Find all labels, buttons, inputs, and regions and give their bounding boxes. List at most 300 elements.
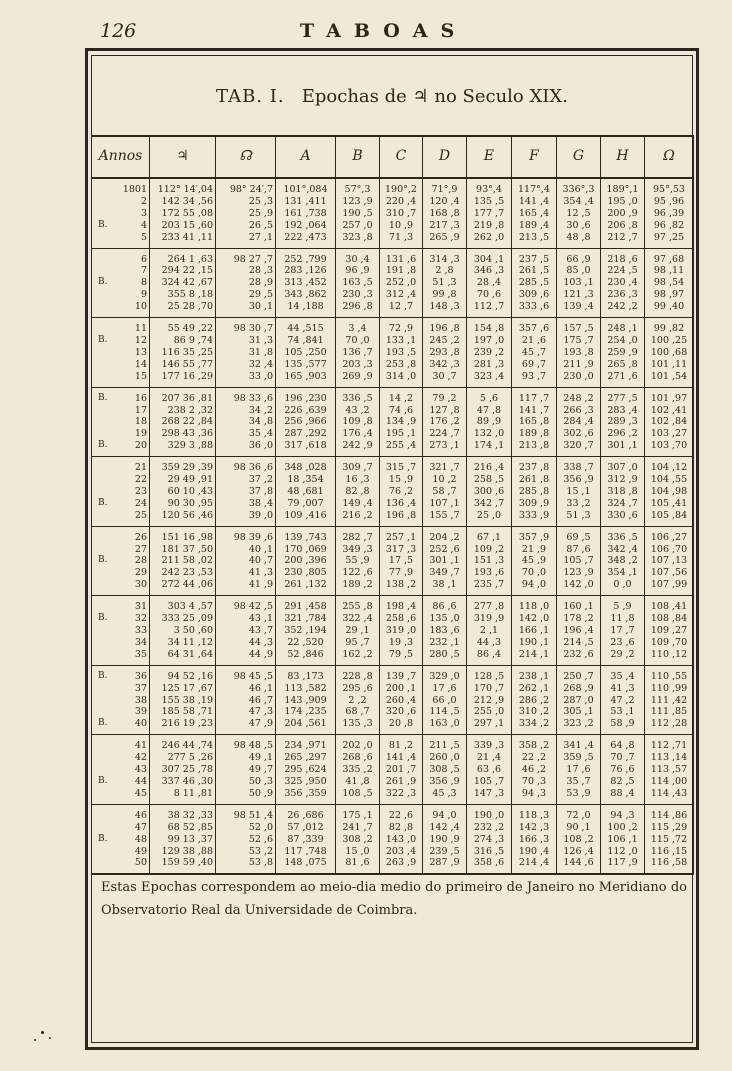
table-entry: 41 [134, 740, 147, 752]
table-entry: 195 ,0 [607, 195, 638, 207]
value-cell [557, 178, 601, 248]
table-entry: 31 ,8 [248, 346, 273, 358]
table-entry: 2 ,2 [348, 694, 367, 706]
table-entry: 307 25 ,78 [161, 764, 213, 776]
bissextile-mark: B. [98, 718, 108, 729]
table-entry: 297 ,1 [473, 718, 505, 730]
table-entry: 118 ,3 [518, 809, 550, 821]
table-entry: 257 ,0 [342, 219, 373, 231]
value-cell [467, 178, 512, 248]
table-entry: 41 ,3 [610, 682, 635, 694]
value-cell [380, 665, 423, 735]
table-entry: 96 ,82 [653, 219, 685, 231]
value-cell [645, 457, 694, 527]
table-entry: 220 ,4 [385, 195, 417, 207]
value-cell [150, 596, 216, 666]
table-entry: 323 ,2 [563, 718, 594, 730]
value-cell [423, 248, 467, 318]
table-entry: 325 ,950 [284, 775, 327, 787]
table-entry: 198 ,4 [385, 601, 417, 613]
table-entry: 45 [134, 787, 147, 799]
table-entry: 312 ,4 [385, 289, 417, 301]
table-entry: 25 [134, 509, 147, 521]
table-entry: 358 ,2 [518, 740, 550, 752]
table-entry: 162 ,2 [342, 648, 373, 660]
value-cell [423, 457, 467, 527]
table-entry: 216 ,4 [473, 462, 505, 474]
table-entry: 86 ,6 [432, 601, 457, 613]
table-entry: 310 ,7 [385, 207, 417, 219]
table-entry: 343 ,862 [284, 289, 327, 301]
value-cell [512, 178, 557, 248]
table-entry: 110 ,99 [650, 682, 688, 694]
table-entry: 5 ,9 [613, 601, 632, 613]
table-entry: 116 ,15 [650, 845, 688, 857]
table-entry: 43 [134, 764, 147, 776]
table-entry: 30 ,4 [345, 253, 370, 265]
table-entry: 44 ,9 [248, 648, 273, 660]
table-entry: 111 ,42 [650, 694, 688, 706]
table-entry: 112 ,7 [473, 301, 505, 313]
value-cell [336, 387, 380, 457]
value-cell [512, 665, 557, 735]
table-entry: 309 ,6 [518, 289, 550, 301]
table-entry: 295 ,624 [284, 764, 327, 776]
table-entry: 129 38 ,88 [161, 845, 213, 857]
table-entry: 43 ,7 [248, 625, 273, 636]
table-entry: 70 ,3 [521, 775, 547, 787]
table-entry: 52 ,0 [248, 821, 273, 833]
table-entry: 197 ,0 [473, 334, 505, 346]
table-entry: 122 ,6 [342, 567, 373, 579]
table-entry: 258 ,6 [385, 613, 417, 625]
table-entry: 17 ,6 [566, 764, 591, 776]
table-entry: 263 ,9 [385, 857, 417, 869]
table-entry: 323 ,4 [473, 370, 505, 382]
table-entry: 170 ,069 [284, 543, 327, 555]
table-entry: 170 ,7 [473, 682, 505, 694]
table-entry: 90 30 ,95 [167, 497, 213, 509]
value-cell [467, 248, 512, 318]
table-entry: 22 ,520 [287, 636, 324, 648]
table-entry: 98 30 ,7 [233, 323, 273, 335]
table-entry: 47 ,9 [248, 718, 273, 730]
value-cell [467, 457, 512, 527]
year-cell [92, 457, 150, 527]
table-entry: 155 ,7 [429, 509, 460, 521]
table-entry: 133 ,1 [385, 334, 417, 346]
table-entry: 57 ,012 [287, 821, 324, 833]
table-entry: 2 ,1 [479, 625, 499, 636]
table-entry: 233 41 ,11 [161, 231, 213, 243]
table-entry: 36 ,0 [248, 440, 273, 452]
column-header: H [601, 136, 645, 178]
value-cell [216, 248, 276, 318]
table-entry: 83 ,173 [287, 670, 324, 682]
table-entry: 112 ,28 [650, 718, 688, 730]
table-entry: 230 ,4 [607, 277, 638, 289]
table-entry: 301 ,1 [429, 555, 460, 567]
table-entry: 8 [140, 277, 147, 289]
table-entry: 283 ,4 [607, 404, 638, 416]
table-entry: 17 ,6 [432, 682, 457, 694]
table-entry: 10 ,9 [388, 219, 414, 231]
table-entry: 334 ,2 [518, 718, 550, 730]
table-entry: 228 ,8 [342, 670, 373, 682]
table-entry: 141 ,4 [518, 195, 550, 207]
table-entry: 165 ,8 [518, 416, 550, 428]
table-entry: 98 ,54 [653, 277, 685, 289]
table-entry: 21 ,9 [521, 543, 547, 555]
value-cell [601, 735, 645, 805]
table-header-row [92, 136, 694, 178]
table-row [92, 735, 694, 805]
value-cell [601, 178, 645, 248]
table-entry: 148 ,075 [284, 857, 327, 869]
table-entry: 17 ,7 [610, 625, 635, 636]
table-entry: 261 ,5 [518, 265, 550, 277]
bissextile-mark: B. [98, 613, 108, 624]
table-entry: 97 ,25 [653, 231, 685, 243]
table-entry: 191 ,8 [385, 265, 417, 277]
table-entry: 34 ,8 [248, 416, 273, 428]
table-entry: 97 ,68 [653, 253, 685, 265]
table-entry: 230 ,3 [342, 289, 373, 301]
table-entry: 218 ,6 [607, 253, 638, 265]
table-entry: 39 [134, 706, 147, 718]
table-entry: 349 ,3 [342, 543, 373, 555]
table-entry: 21 [134, 462, 147, 474]
table-entry: 74 ,841 [287, 334, 324, 346]
table-entry: 95°,53 [653, 184, 685, 195]
table-entry: 333 ,9 [518, 509, 550, 521]
column-header: G [557, 136, 601, 178]
value-cell [276, 596, 336, 666]
table-entry: 196 ,8 [385, 509, 417, 521]
table-entry: 235 ,7 [473, 579, 505, 591]
table-entry: 265 ,9 [429, 231, 460, 243]
table-entry: 232 ,1 [429, 636, 460, 648]
table-entry: 234 ,971 [284, 740, 327, 752]
table-entry: 25 28 ,70 [167, 301, 213, 313]
table-entry: 237 ,5 [518, 253, 550, 265]
table-entry: 53 ,1 [610, 706, 635, 718]
table-entry: 212 ,9 [473, 694, 505, 706]
table-entry: 285 ,8 [518, 485, 550, 497]
table-entry: 260 ,0 [429, 752, 460, 764]
table-entry: 49 ,1 [248, 752, 273, 764]
table-entry: 142 ,0 [563, 579, 594, 591]
table-entry: 20 [134, 440, 147, 452]
table-entry: 298 43 ,36 [161, 428, 213, 440]
value-cell [645, 804, 694, 874]
table-entry: 103 ,70 [650, 440, 688, 452]
table-entry: 319 ,0 [385, 625, 417, 636]
table-entry: 315 ,7 [385, 462, 417, 474]
table-entry: 64 31 ,64 [167, 648, 213, 660]
table-entry: 242 ,2 [607, 301, 638, 313]
table-entry: 101 ,97 [650, 392, 688, 404]
table-entry: 295 ,6 [342, 682, 373, 694]
value-cell [645, 318, 694, 388]
table-entry: 121 ,3 [563, 289, 594, 301]
table-entry: 38 ,1 [432, 579, 457, 591]
value-cell [645, 665, 694, 735]
table-entry: 8 11 ,81 [173, 787, 213, 799]
value-cell [645, 596, 694, 666]
table-entry: 28 ,4 [476, 277, 502, 289]
table-entry: 100 ,2 [607, 821, 638, 833]
table-entry: 26 ,686 [287, 809, 324, 821]
table-row [92, 665, 694, 735]
table-entry: 103 ,1 [563, 277, 594, 289]
table-entry: 268 ,6 [342, 752, 373, 764]
table-entry: 23 [134, 485, 147, 497]
table-entry: 175 ,1 [342, 809, 373, 821]
table-entry: 138 ,2 [385, 579, 417, 591]
table-entry: 102 ,84 [650, 416, 688, 428]
table-entry: 131 ,6 [385, 253, 417, 265]
table-entry: 31 [134, 601, 147, 613]
table-entry: 81 ,6 [345, 857, 370, 869]
table-entry: 323 ,8 [342, 231, 373, 243]
table-entry: 337 46 ,30 [161, 775, 213, 787]
table-entry: 38 [134, 694, 147, 706]
table-entry: 10 ,2 [432, 474, 457, 486]
table-entry: 76 ,6 [610, 764, 635, 776]
table-entry: 40 ,1 [248, 543, 273, 555]
table-entry: 333 25 ,09 [161, 613, 213, 625]
table-entry: 302 ,6 [563, 428, 594, 440]
table-number: TAB. I. [216, 86, 285, 107]
table-entry: 203 15 ,60 [161, 219, 213, 231]
table-entry: 354 ,1 [607, 567, 638, 579]
table-entry: 277 ,8 [473, 601, 505, 613]
table-entry: 151 ,3 [473, 555, 505, 567]
table-entry: 49 [134, 845, 147, 857]
table-entry: 86 9 ,74 [173, 334, 213, 346]
table-entry: 34 ,2 [248, 404, 273, 416]
table-entry: 125 17 ,67 [161, 682, 213, 694]
table-entry: 70 ,0 [521, 567, 547, 579]
table-entry: 27 ,1 [248, 231, 273, 243]
table-entry: 258 ,5 [473, 474, 505, 486]
table-entry: 109 ,8 [342, 416, 373, 428]
table-entry: 274 ,3 [473, 833, 505, 845]
bissextile-mark: B. [98, 555, 108, 566]
table-entry: 312 ,9 [607, 474, 638, 486]
table-entry: 305 ,1 [563, 706, 594, 718]
table-entry: 308 ,2 [342, 833, 373, 845]
value-cell [601, 457, 645, 527]
table-entry: 49 ,7 [248, 764, 273, 776]
table-entry: 99 ,82 [653, 323, 685, 335]
table-entry: 177 ,7 [473, 207, 505, 219]
table-entry: 319 ,9 [473, 613, 505, 625]
table-entry: 252 ,0 [385, 277, 417, 289]
table-entry: 142 34 ,56 [161, 195, 213, 207]
table-entry: 98 ,11 [653, 265, 685, 277]
table-entry: 11 ,8 [610, 613, 635, 625]
table-entry: 359 29 ,39 [161, 462, 213, 474]
table-entry: 108 ,41 [650, 601, 688, 613]
table-entry: 88 ,4 [610, 787, 635, 799]
table-entry: 100 ,68 [650, 346, 688, 358]
table-entry: 50 ,3 [248, 775, 273, 787]
table-entry: 66 ,0 [432, 694, 457, 706]
table-entry: 291 ,458 [284, 601, 327, 613]
table-entry: 21 ,6 [521, 334, 547, 346]
table-entry: 222 ,473 [284, 231, 327, 243]
table-entry: 355 8 ,18 [167, 289, 213, 301]
value-cell [336, 804, 380, 874]
year-cell [92, 804, 150, 874]
value-cell [276, 457, 336, 527]
table-entry: 42 [134, 752, 147, 764]
table-caption: Epochas de ♃ no Seculo XIX. [301, 86, 568, 107]
table-entry: 30 [134, 579, 147, 591]
table-entry: 230 ,805 [284, 567, 327, 579]
table-entry: 257 ,1 [385, 531, 417, 543]
footnote: Estas Epochas correspondem ao meio-dia medio do primeiro de Janeiro no Meridiano do Observatorio Real da Universidade de Coimbra. [101, 880, 687, 918]
table-entry: 40 ,7 [248, 555, 273, 567]
table-entry: 356 ,9 [563, 474, 594, 486]
table-entry: 354 ,4 [563, 195, 594, 207]
table-entry: 18 ,354 [287, 474, 324, 486]
value-cell [216, 457, 276, 527]
table-entry: 271 ,6 [607, 370, 638, 382]
table-entry: 224 ,5 [607, 265, 638, 277]
table-entry: 82 ,8 [345, 485, 370, 497]
table-entry: 44 ,3 [248, 636, 273, 648]
table-entry: 70 ,0 [345, 334, 370, 346]
table-entry: 32 ,4 [248, 358, 273, 370]
table-entry: 254 ,0 [607, 334, 638, 346]
table-entry: 115 ,72 [650, 833, 688, 845]
table-entry: 17 [134, 404, 147, 416]
table-entry: 33 [134, 625, 147, 636]
table-entry: 108 ,5 [342, 787, 373, 799]
table-entry: 341 ,4 [563, 740, 594, 752]
table-entry: 41 ,3 [248, 567, 273, 579]
table-entry: 336°,3 [562, 184, 595, 195]
table-entry: 13 [134, 346, 147, 358]
value-cell [150, 387, 216, 457]
table-entry: 30 ,6 [566, 219, 591, 231]
table-entry: 135 ,3 [342, 718, 373, 730]
running-title: TABOAS [300, 20, 468, 42]
table-entry: 68 52 ,85 [167, 821, 213, 833]
table-entry: 142 ,0 [518, 613, 550, 625]
table-entry: 141 ,4 [385, 752, 417, 764]
table-entry: 116 ,58 [650, 857, 688, 869]
table-entry: 102 ,41 [650, 404, 688, 416]
table-entry: 10 [134, 301, 147, 313]
value-cell [380, 178, 423, 248]
table-entry: 12 [134, 334, 147, 346]
table-entry: 117 ,748 [284, 845, 327, 857]
table-entry: 50 ,9 [248, 787, 273, 799]
table-entry: 107 ,99 [650, 579, 688, 591]
table-entry: 185 58 ,71 [161, 706, 213, 718]
table-entry: 193 ,5 [385, 346, 417, 358]
table-entry: 260 ,4 [385, 694, 417, 706]
column-header: A [276, 136, 336, 178]
table-entry: 252 ,6 [429, 543, 460, 555]
value-cell [512, 804, 557, 874]
value-cell [150, 318, 216, 388]
table-entry: 98 33 ,6 [233, 392, 273, 404]
table-entry: 100 ,25 [650, 334, 688, 346]
value-cell [216, 735, 276, 805]
value-cell [276, 665, 336, 735]
table-row [92, 596, 694, 666]
table-entry: 151 16 ,98 [161, 531, 213, 543]
table-entry: 98 36 ,6 [233, 462, 273, 474]
year-cell [92, 318, 150, 388]
table-entry: 15 ,1 [566, 485, 591, 497]
value-cell [423, 596, 467, 666]
table-entry: 159 59 ,40 [161, 857, 213, 869]
table-entry: 45 ,3 [432, 787, 457, 799]
table-entry: 212 ,7 [607, 231, 638, 243]
table-entry: 356 ,9 [429, 775, 460, 787]
table-entry: 262 ,0 [473, 231, 505, 243]
table-entry: 107 ,56 [650, 567, 688, 579]
table-entry: 174 ,235 [284, 706, 327, 718]
table-entry: 37 ,2 [248, 474, 273, 486]
value-cell [423, 665, 467, 735]
table-entry: 335 ,2 [342, 764, 373, 776]
table-entry: 238 2 ,32 [167, 404, 213, 416]
table-entry: 112 ,0 [607, 845, 638, 857]
bissextile-mark: B. [98, 775, 108, 786]
table-entry: 281 ,3 [473, 358, 505, 370]
table-entry: 106 ,27 [650, 531, 688, 543]
table-entry: 342 ,3 [429, 358, 460, 370]
table-entry: 41 ,8 [345, 775, 370, 787]
bissextile-mark: B. [98, 392, 108, 403]
value-cell [557, 457, 601, 527]
table-entry: 28 ,3 [248, 265, 273, 277]
table-entry: 206 ,8 [607, 219, 638, 231]
value-cell [276, 387, 336, 457]
table-entry: 148 ,3 [429, 301, 460, 313]
table-entry: 320 ,6 [385, 706, 417, 718]
table-entry: 282 ,7 [342, 531, 373, 543]
table-entry: 238 ,1 [518, 670, 550, 682]
table-entry: 77 ,9 [388, 567, 414, 579]
table-entry: 177 16 ,29 [161, 370, 213, 382]
year-cell [92, 178, 150, 248]
table-entry: 24 [134, 497, 147, 509]
value-cell [601, 596, 645, 666]
table-entry: 26 [134, 531, 147, 543]
table-entry: 213 ,5 [518, 231, 550, 243]
table-entry: 48 ,8 [566, 231, 591, 243]
table-entry: 189 ,8 [518, 428, 550, 440]
table-entry: 112° 14′,04 [157, 184, 213, 195]
table-entry: 90 ,1 [566, 821, 591, 833]
value-cell [557, 387, 601, 457]
value-cell [557, 248, 601, 318]
value-cell [557, 665, 601, 735]
table-entry: 178 ,2 [563, 613, 594, 625]
table-entry: 113 ,582 [284, 682, 327, 694]
table-entry: 136 ,4 [385, 497, 417, 509]
table-entry: 131 ,411 [284, 195, 327, 207]
table-entry: 280 ,5 [429, 648, 460, 660]
